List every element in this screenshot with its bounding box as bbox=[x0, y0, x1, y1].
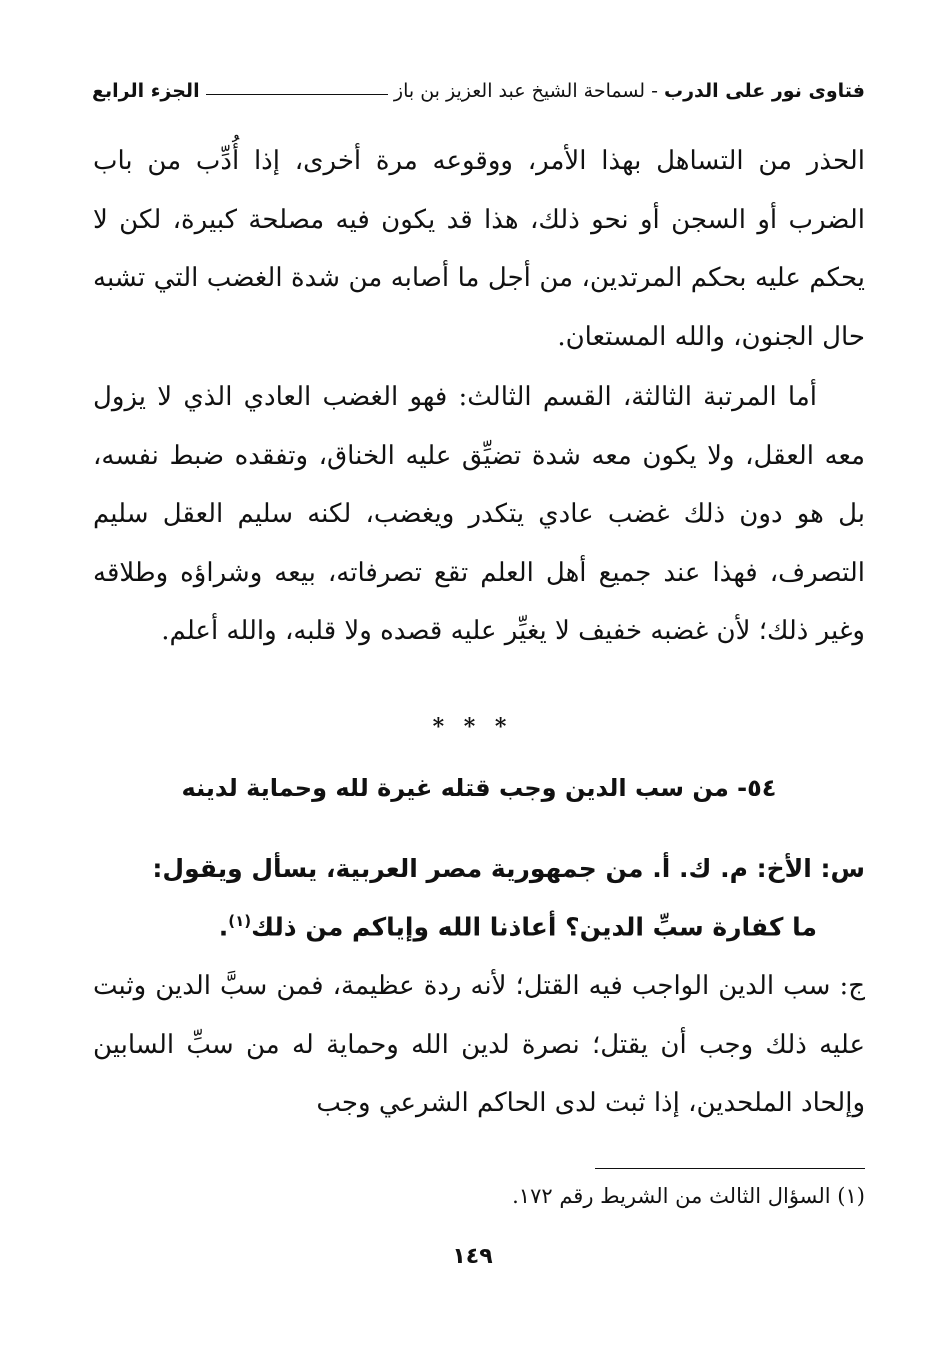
footnote: (١) السؤال الثالث من الشريط رقم ١٧٢. bbox=[512, 1184, 865, 1208]
page-number: ١٤٩ bbox=[452, 1244, 493, 1269]
section-title: ٥٤- من سب الدين وجب قتله غيرة لله وحماية لدينه bbox=[181, 774, 777, 802]
header-rule bbox=[206, 94, 388, 95]
running-header bbox=[92, 74, 865, 108]
paragraph-continuation bbox=[93, 132, 865, 366]
header-author: - لسماحة الشيخ عبد العزيز بن باز bbox=[393, 80, 658, 102]
header-book-title: فتاوى نور على الدرب bbox=[664, 80, 865, 102]
paragraph-text: الحذر من التساهل بهذا الأمر، ووقوعه مرة أخرى، إذا أُدِّب من باب الضرب أو السجن أو نحو ذلك، هذا قد يكون فيه مصلحة كبيرة، لكن لا يحكم عليه بحكم المرتدين، من أجل ما أصابه من شدة الغضب التي تشبه حال الجنون، والله المستعان. bbox=[93, 146, 865, 352]
question-line-2 bbox=[93, 895, 865, 953]
question-end: . bbox=[218, 912, 229, 942]
header-part: الجزء الرابع bbox=[92, 80, 200, 102]
question-block bbox=[93, 843, 865, 953]
footnote-divider bbox=[595, 1168, 865, 1169]
section-separator: * * * bbox=[432, 714, 513, 740]
question-text: ما كفارة سبِّ الدين؟ أعاذنا الله وإياكم من ذلك bbox=[251, 912, 817, 942]
footnote-reference[interactable]: (١) bbox=[228, 912, 252, 930]
paragraph-third-rank bbox=[93, 368, 865, 661]
paragraph-text: أما المرتبة الثالثة، القسم الثالث: فهو الغضب العادي الذي لا يزول معه العقل، ولا يكون معه شدة تضيِّق عليه الخناق، وتفقده ضبط نفسه، بل هو دون ذلك غضب عادي يتكدر ويغضب، لكنه سليم العقل سليم التصرف، فهذا عند جميع أهل العلم تقع تصرفاته، بيعه وشراؤه وطلاقه وغير ذلك؛ لأن غضبه خفيف لا يغيِّر عليه قصده ولا قلبه، والله أعلم. bbox=[93, 382, 865, 646]
answer-block bbox=[93, 957, 865, 1133]
answer-text: ج: سب الدين الواجب فيه القتل؛ لأنه ردة عظيمة، فمن سبَّ الدين وثبت عليه ذلك وجب أن يقتل؛ نصرة لدين الله وحماية له من سبِّ السابين وإلحاد الملحدين، إذا ثبت لدى الحاكم الشرعي وجب bbox=[93, 971, 865, 1118]
question-line-1: س: الأخ: م. ك. أ. من جمهورية مصر العربية، يسأل ويقول: bbox=[152, 854, 865, 883]
